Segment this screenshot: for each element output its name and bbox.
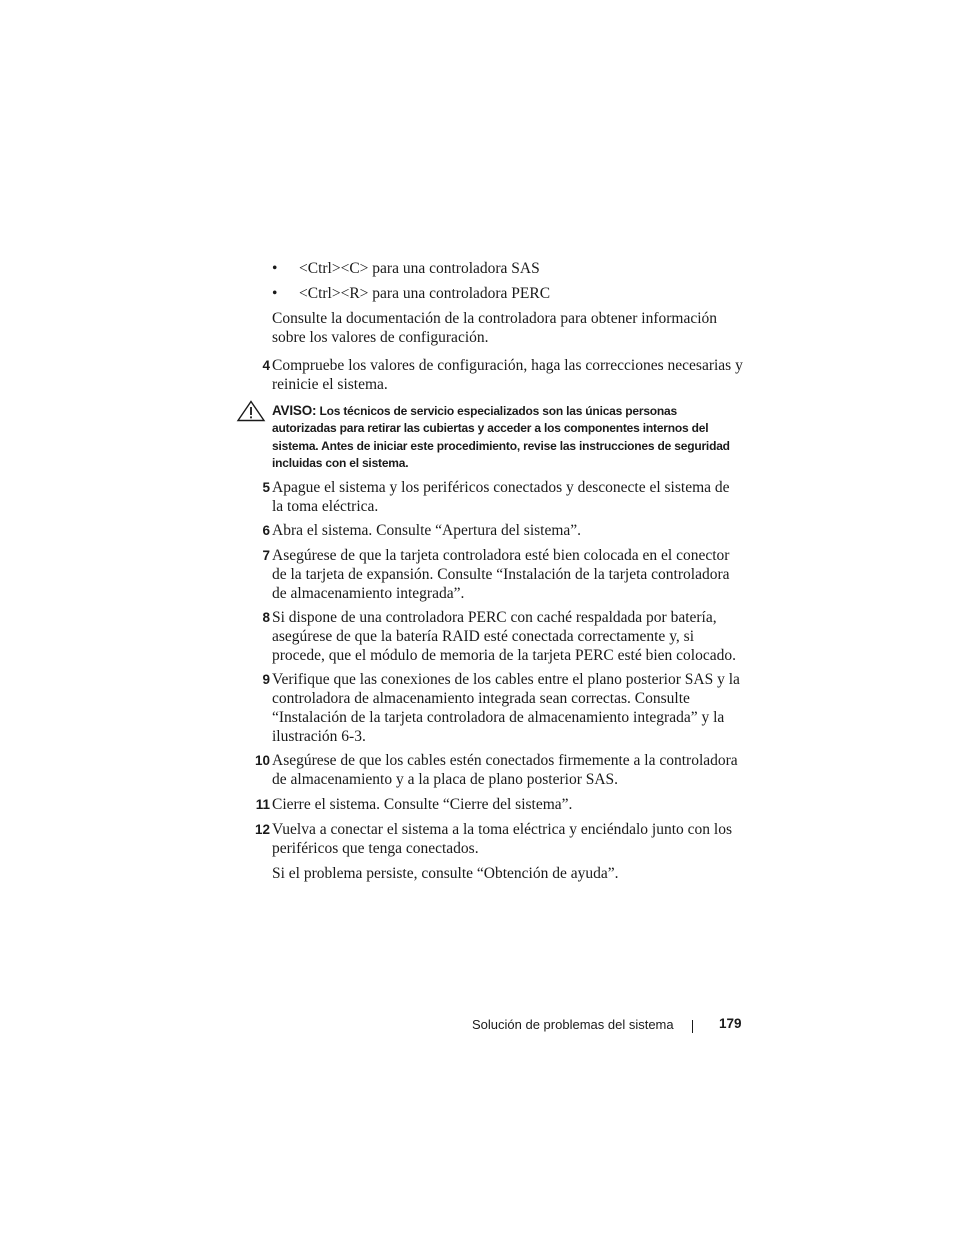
footer-divider [692, 1020, 693, 1033]
step-text: Asegúrese de que los cables estén conectados firmemente a la controladora de almacenamiento y a la placa de plano posterior SAS. [272, 752, 738, 788]
step-text: Vuelva a conectar el sistema a la toma eléctrica y enciéndalo junto con los periféricos que tenga conectados. [272, 821, 732, 857]
step-number: 9 [262, 672, 270, 687]
step-number: 6 [262, 523, 270, 538]
step-text: Compruebe los valores de configuración, haga las correcciones necesarias y reinicie el sistema. [272, 357, 743, 393]
step-number: 4 [262, 358, 270, 373]
notice-body: Los técnicos de servicio especializados son las únicas personas autorizadas para retirar las cubiertas y acceder a los componentes internos del sistema. Antes de iniciar este procedimiento, revise las instrucciones de seguridad incluidas con el sistema. [272, 404, 730, 470]
bullet-marker: • [272, 260, 278, 277]
footer-section-title: Solución de problemas del sistema [472, 1017, 674, 1032]
bullet-marker: • [272, 285, 278, 302]
step-number: 12 [254, 822, 270, 837]
step-number: 8 [262, 610, 270, 625]
step-text: Abra el sistema. Consulte “Apertura del sistema”. [272, 522, 582, 539]
closing-paragraph: Si el problema persiste, consulte “Obtención de ayuda”. [272, 865, 619, 882]
step-text: Cierre el sistema. Consulte “Cierre del sistema”. [272, 796, 573, 813]
bullet-text: <Ctrl><C> para una controladora SAS [299, 260, 540, 277]
step-text: Asegúrese de que la tarjeta controladora esté bien colocada en el conector de la tarjeta de expansión. Consulte “Instalación de la tarjeta controladora de almacenamiento integrada”. [272, 547, 730, 602]
step-number: 7 [262, 548, 270, 563]
step-number: 11 [255, 797, 270, 812]
step-number: 5 [262, 480, 270, 495]
page-number: 179 [719, 1016, 742, 1031]
intro-paragraph: Consulte la documentación de la controladora para obtener información sobre los valores de configuración. [272, 310, 718, 346]
notice-text [272, 402, 732, 472]
bullet-text: <Ctrl><R> para una controladora PERC [299, 285, 551, 302]
warning-triangle-icon [236, 400, 266, 422]
notice-label: AVISO: [272, 403, 317, 418]
step-text: Si dispone de una controladora PERC con caché respaldada por batería, asegúrese de que la batería RAID esté conectada correctamente y, si procede, que el módulo de memoria de la tarjeta PERC esté bien colocado. [272, 609, 736, 664]
step-text: Verifique que las conexiones de los cables entre el plano posterior SAS y la controladora de almacenamiento integrada sean correctas. Consulte “Instalación de la tarjeta controladora de almacenamiento integrada” y la ilustración 6-3. [272, 671, 740, 745]
step-text: Apague el sistema y los periféricos conectados y desconecte el sistema de la toma eléctrica. [272, 479, 730, 515]
step-number: 10 [254, 753, 270, 768]
